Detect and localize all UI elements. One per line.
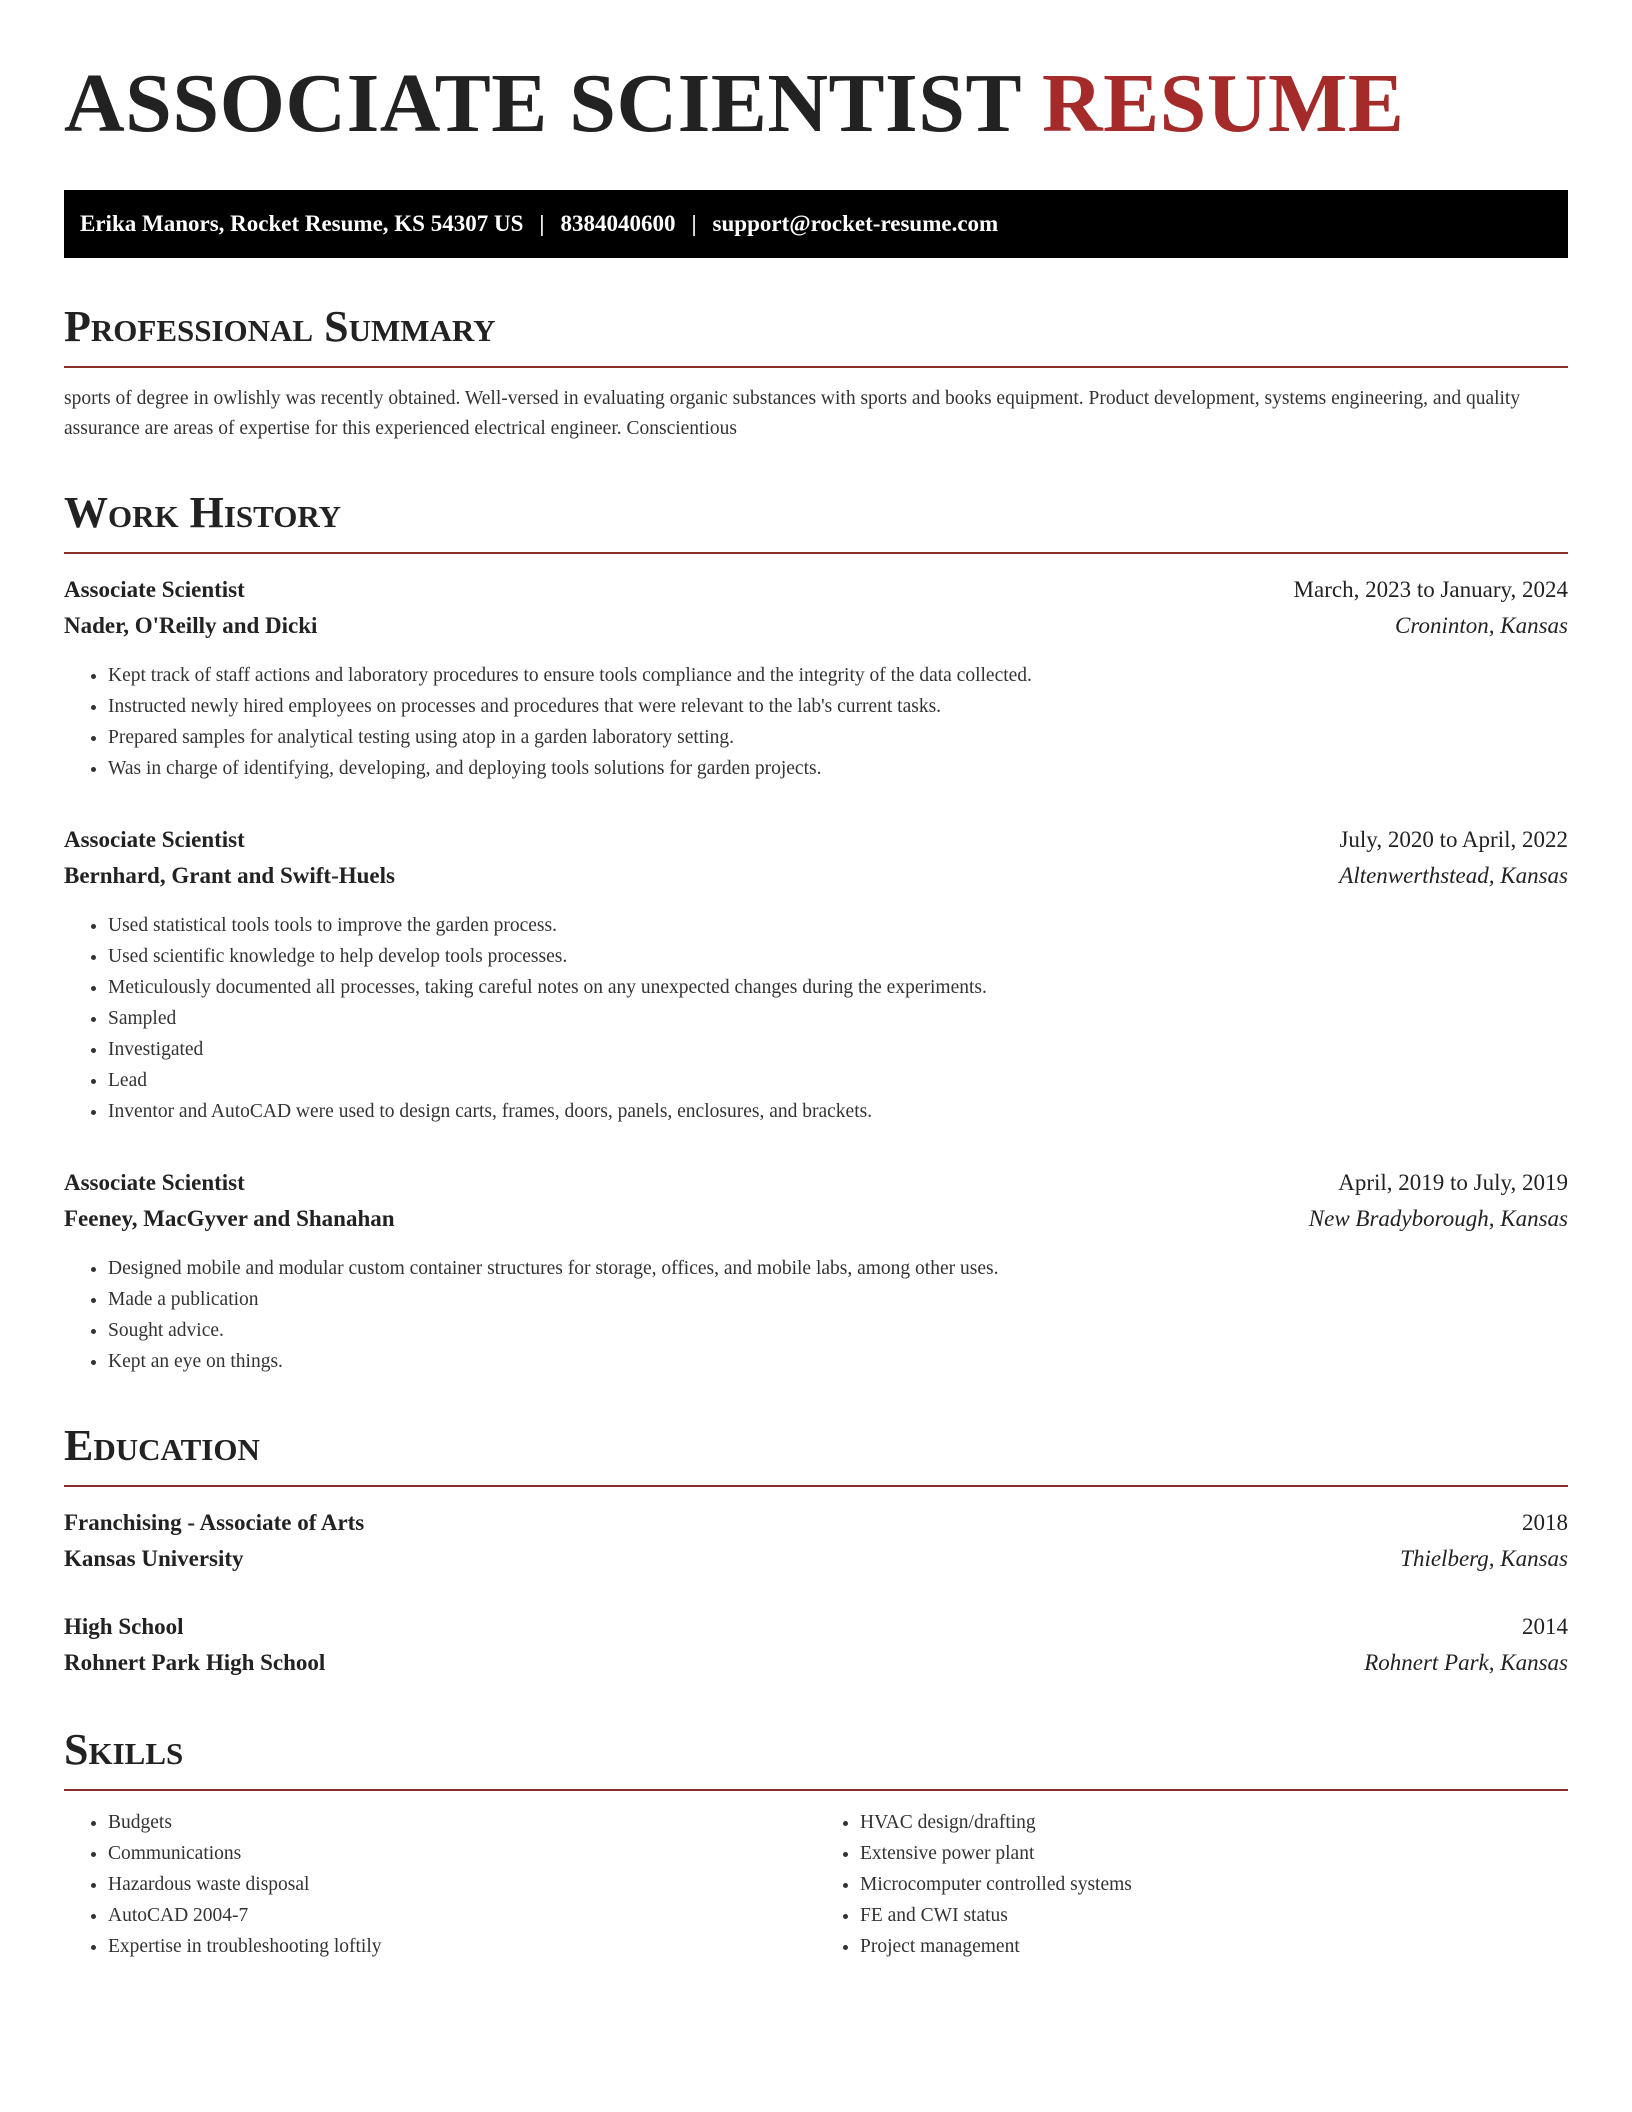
job-bullet: • Inventor and AutoCAD were used to design carts, frames, doors, panels, enclosures, and brackets. [108,1096,1568,1127]
skills-heading: Skills [64,1725,184,1774]
contact-address: Erika Manors, Rocket Resume, KS 54307 US [80,211,524,236]
job-title: Associate Scientist [64,827,245,852]
job-entry [64,822,1568,1127]
education-heading: Education [64,1421,260,1470]
skill-item: • Microcomputer controlled systems [860,1869,1568,1900]
skill-item: • Expertise in troubleshooting loftily [108,1931,816,1962]
education-header-row [64,1505,1568,1541]
job-bullet: • Made a publication [108,1284,1568,1315]
education-school-row [64,1541,1568,1577]
skills-list [64,1807,1568,1962]
skill-item: • Communications [108,1838,816,1869]
contact-bar [64,190,1568,258]
job-header-row [64,1165,1568,1201]
title-main: ASSOCIATE SCIENTIST [64,57,1021,150]
job-bullets [64,910,1568,1127]
summary-text: sports of degree in owlishly was recently obtained. Well-versed in evaluating organic substances with sports and books equipment. Product development, systems engineering, and quality assurance are areas of expertise for this experienced electrical engineer. Conscientious [64,388,1521,439]
job-location: Croninton, Kansas [1395,613,1568,638]
resume-title [64,56,1568,152]
work-history-heading: Work History [64,488,342,537]
job-bullet: • Instructed newly hired employees on processes and procedures that were relevant to the lab's current tasks. [108,691,1568,722]
skill-item: • Project management [860,1931,1568,1962]
job-bullet: • Kept an eye on things. [108,1346,1568,1377]
job-bullets [64,660,1568,784]
contact-separator: | [691,211,697,236]
education-school-row [64,1645,1568,1681]
job-company: Feeney, MacGyver and Shanahan [64,1206,395,1231]
section-divider [64,1789,1568,1791]
contact-phone: 8384040600 [560,211,676,236]
job-company-row [64,1201,1568,1237]
skill-item: • FE and CWI status [860,1900,1568,1931]
job-location: Altenwerthstead, Kansas [1339,863,1568,888]
education-school: Kansas University [64,1546,244,1571]
contact-separator: | [539,211,545,236]
job-location: New Bradyborough, Kansas [1308,1206,1568,1231]
education-entry [64,1609,1568,1681]
job-bullet: • Kept track of staff actions and laboratory procedures to ensure tools compliance and the integrity of the data collected. [108,660,1568,691]
job-bullet: • Sampled [108,1003,1568,1034]
job-bullet: • Prepared samples for analytical testing using atop in a garden laboratory setting. [108,722,1568,753]
summary-heading: Professional Summary [64,302,496,351]
job-header-row [64,572,1568,608]
education-degree: High School [64,1614,184,1639]
education-entry [64,1505,1568,1577]
job-entry [64,1165,1568,1377]
job-bullet: • Designed mobile and modular custom container structures for storage, offices, and mobile labs, among other uses. [108,1253,1568,1284]
skill-item: • AutoCAD 2004-7 [108,1900,816,1931]
job-dates: March, 2023 to January, 2024 [1293,577,1568,602]
job-company: Bernhard, Grant and Swift-Huels [64,863,395,888]
title-accent: RESUME [1041,57,1405,150]
job-header-row [64,822,1568,858]
job-title: Associate Scientist [64,577,245,602]
skills-column-right [816,1807,1568,1962]
job-bullet: • Meticulously documented all processes, taking careful notes on any unexpected changes during the experiments. [108,972,1568,1003]
contact-email: support@rocket-resume.com [712,211,999,236]
job-bullet: • Used scientific knowledge to help develop tools processes. [108,941,1568,972]
job-bullet: • Used statistical tools tools to improve the garden process. [108,910,1568,941]
education-degree: Franchising - Associate of Arts [64,1510,365,1535]
job-bullets [64,1253,1568,1377]
skill-item: • Hazardous waste disposal [108,1869,816,1900]
education-header-row [64,1609,1568,1645]
job-dates: July, 2020 to April, 2022 [1339,827,1568,852]
job-title: Associate Scientist [64,1170,245,1195]
job-bullet: • Lead [108,1065,1568,1096]
education-year: 2014 [1522,1614,1568,1639]
job-bullet: • Was in charge of identifying, developing, and deploying tools solutions for garden projects. [108,753,1568,784]
job-company-row [64,858,1568,894]
skills-column-left [64,1807,816,1962]
job-entry [64,572,1568,784]
job-company: Nader, O'Reilly and Dicki [64,613,318,638]
skill-item: • Budgets [108,1807,816,1838]
job-dates: April, 2019 to July, 2019 [1338,1170,1568,1195]
job-company-row [64,608,1568,644]
education-year: 2018 [1522,1510,1568,1535]
job-bullet: • Investigated [108,1034,1568,1065]
job-bullet: • Sought advice. [108,1315,1568,1346]
skill-item: • HVAC design/drafting [860,1807,1568,1838]
education-location: Rohnert Park, Kansas [1364,1650,1568,1675]
education-location: Thielberg, Kansas [1400,1546,1568,1571]
section-divider [64,366,1568,368]
section-divider [64,1485,1568,1487]
section-divider [64,552,1568,554]
skill-item: • Extensive power plant [860,1838,1568,1869]
education-school: Rohnert Park High School [64,1650,326,1675]
